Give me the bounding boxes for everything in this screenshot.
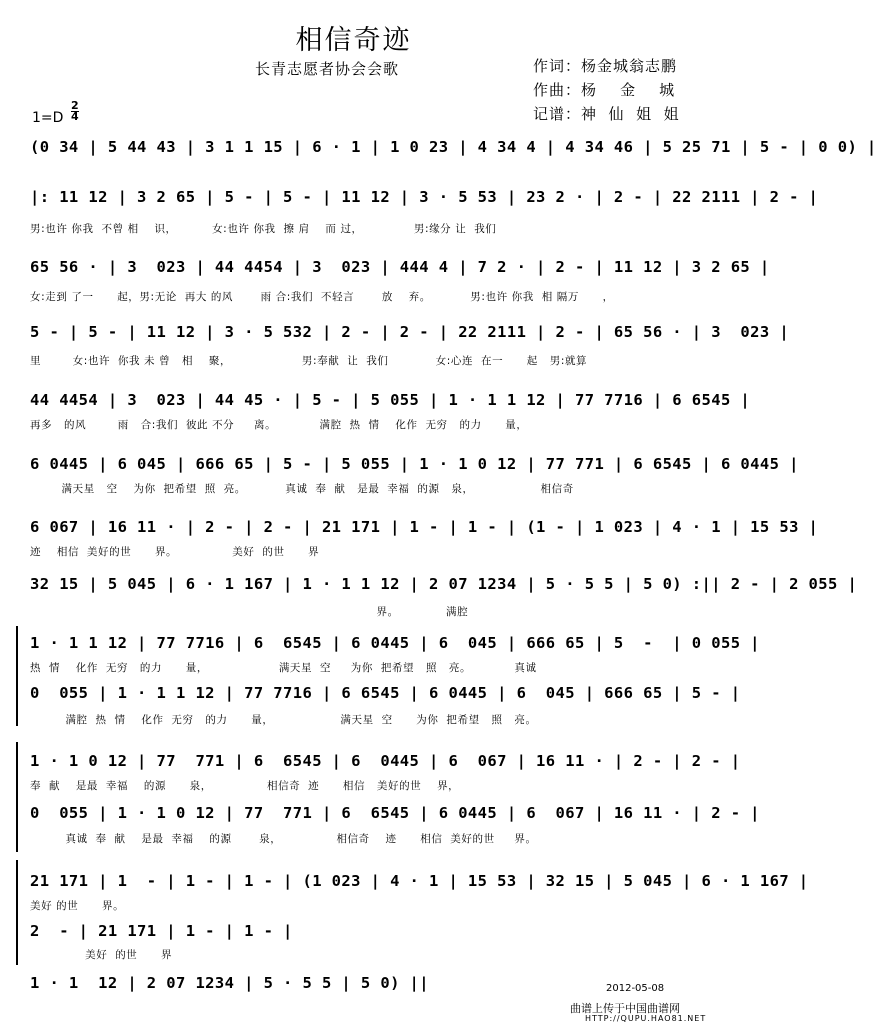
notation-line: (0 34 | 5 44 43 | 3 1 1 15 | 6 · 1 | 1 0 23 | 4 34 4 | 4 34 46 | 5 25 71 | 5 - | 0 0) | (30, 138, 877, 156)
lyric-line: 里 女:也许 你我 未 曾 相 聚， 男:奉献 让 我们 女:心连 在一 起 男:就算 (30, 355, 588, 367)
lyric-line: 女:走到 了一 起，男:无论 再大 的风 雨 合:我们 不轻言 放 弃。 男:也许 你我 相 隔万 ， (30, 291, 614, 303)
notation-line: 1 · 1 12 | 2 07 1234 | 5 · 5 5 | 5 0) || (30, 974, 430, 992)
lyric-line: 奉 献 是最 幸福 的源 泉， 相信奇 迹 相信 美好的世 界， (30, 780, 460, 792)
system-brace (16, 860, 21, 965)
lyric-line: 界。 满腔 (30, 606, 469, 618)
notation-line: 6 067 | 16 11 · | 2 - | 2 - | 21 171 | 1 - | 1 - | (1 - | 1 023 | 4 · 1 | 15 53 | (30, 518, 819, 536)
lyric-line: 满腔 热 情 化作 无穷 的力 量， 满天星 空 为你 把希望 照 亮。 (30, 714, 537, 726)
notation-line: 44 4454 | 3 023 | 44 45 · | 5 - | 5 055 | 1 · 1 1 12 | 77 7716 | 6 6545 | (30, 391, 751, 409)
system-brace (16, 742, 21, 852)
site-watermark: 曲谱上传于中国曲谱网 (570, 1002, 680, 1015)
notation-line: 0 055 | 1 · 1 0 12 | 77 771 | 6 6545 | 6 0445 | 6 067 | 16 11 · | 2 - | (30, 804, 760, 822)
site-url: HTTP://QUPU.HAO81.NET (585, 1014, 707, 1023)
song-subtitle: 长青志愿者协会会歌 (255, 60, 400, 78)
composer-credit: 作曲：杨 金 城 (533, 81, 676, 99)
notation-line: 5 - | 5 - | 11 12 | 3 · 5 532 | 2 - | 2 - | 22 2111 | 2 - | 65 56 · | 3 023 | (30, 323, 790, 341)
lyric-line: 真诚 奉 献 是最 幸福 的源 泉， 相信奇 迹 相信 美好的世 界。 (30, 833, 537, 845)
lyric-line: 热 情 化作 无穷 的力 量， 满天星 空 为你 把希望 照 亮。 真诚 (30, 662, 537, 674)
notation-line: 65 56 · | 3 023 | 44 4454 | 3 023 | 444 4 | 7 2 · | 2 - | 11 12 | 3 2 65 | (30, 258, 770, 276)
notation-line: |: 11 12 | 3 2 65 | 5 - | 5 - | 11 12 | 3 · 5 53 | 23 2 · | 2 - | 22 2111 | 2 - | (30, 188, 819, 206)
transcriber-credit: 记谱：神 仙 姐 姐 (533, 105, 680, 123)
notation-line: 1 · 1 0 12 | 77 771 | 6 6545 | 6 0445 | 6 067 | 16 11 · | 2 - | 2 - | (30, 752, 741, 770)
lyric-line: 满天星 空 为你 把希望 照 亮。 真诚 奉 献 是最 幸福 的源 泉， 相信奇 (30, 483, 574, 495)
time-signature (71, 101, 79, 122)
key-signature: 1=D (32, 110, 64, 126)
credits-block (533, 54, 680, 126)
notation-line: 21 171 | 1 - | 1 - | 1 - | (1 023 | 4 · 1 | 15 53 | 32 15 | 5 045 | 6 · 1 167 | (30, 872, 809, 890)
lyric-line: 美好 的世 界 (30, 949, 173, 961)
system-brace (16, 626, 21, 726)
notation-line: 2 - | 21 171 | 1 - | 1 - | (30, 922, 293, 940)
notation-line: 6 0445 | 6 045 | 666 65 | 5 - | 5 055 | 1 · 1 0 12 | 77 771 | 6 6545 | 6 0445 | (30, 455, 799, 473)
time-signature-bottom: 4 (71, 110, 79, 123)
lyric-line: 美好 的世 界。 (30, 900, 125, 912)
lyric-line: 再多 的风 雨 合:我们 彼此 不分 离。 满腔 热 情 化作 无穷 的力 量， (30, 419, 528, 431)
lyric-line: 男:也许 你我 不曾 相 识， 女:也许 你我 擦 肩 而 过， 男:缘分 让 我们 (30, 223, 497, 235)
time-signature-top: 2 (71, 99, 79, 112)
lyric-line: 迹 相信 美好的世 界。 美好 的世 界 (30, 546, 320, 558)
notation-line: 1 · 1 1 12 | 77 7716 | 6 6545 | 6 0445 | 6 045 | 666 65 | 5 - | 0 055 | (30, 634, 760, 652)
song-title: 相信奇迹 (295, 25, 412, 56)
notation-line: 32 15 | 5 045 | 6 · 1 167 | 1 · 1 1 12 | 2 07 1234 | 5 · 5 5 | 5 0) :|| 2 - | 2 055 | (30, 575, 858, 593)
notation-line: 0 055 | 1 · 1 1 12 | 77 7716 | 6 6545 | 6 0445 | 6 045 | 666 65 | 5 - | (30, 684, 741, 702)
date-stamp: 2012-05-08 (606, 983, 665, 994)
lyricist-credit: 作词：杨金城翁志鹏 (533, 57, 678, 75)
